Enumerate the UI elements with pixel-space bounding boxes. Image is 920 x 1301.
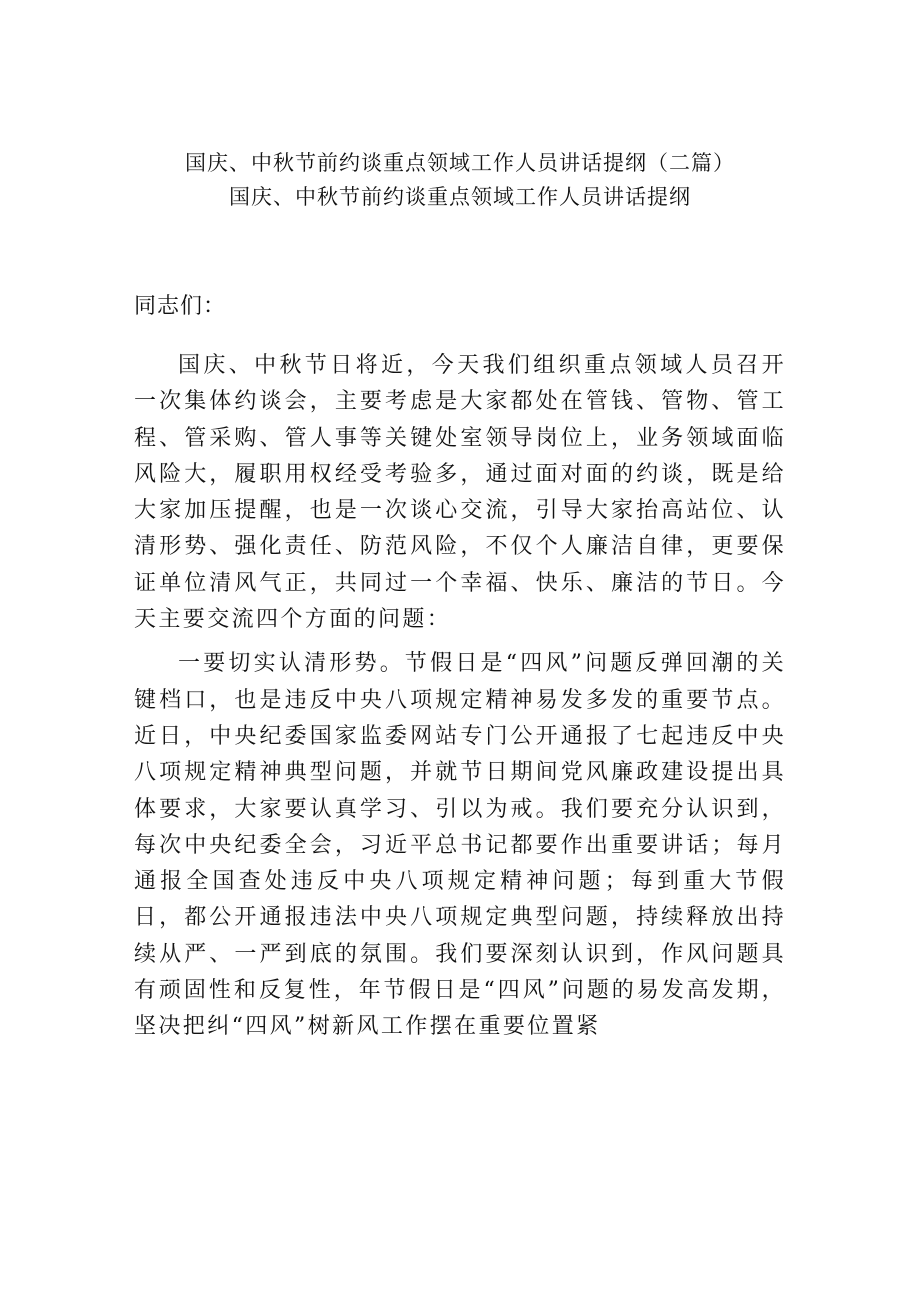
body-text [134,348,786,1054]
salutation: 同志们： [134,294,227,319]
title-line-1: 国庆、中秋节前约谈重点领域工作人员讲话提纲（二篇） [185,151,735,175]
document-title [120,146,800,214]
paragraph-point-one: 一要切实认清形势。节假日是“四风”问题反弹回潮的关键档口，也是违反中央八项规定精神易发多发的重要节点。近日，中央纪委国家监委网站专门公开通报了七起违反中央八项规定精神典型问题，并就节日期间党风廉政建设提出具体要求，大家要认真学习、引以为戒。我们要充分认识到，每次中央纪委全会，习近平总书记都要作出重要讲话；每月通报全国查处违反中央八项规定精神问题；每到重大节假日，都公开通报违法中央八项规定典型问题，持续释放出持续从严、一严到底的氛围。我们要深刻认识到，作风问题具有顽固性和反复性，年节假日是“四风”问题的易发高发期，坚决把纠“四风”树新风工作摆在重要位置紧 [134,651,786,1040]
title-line-2: 国庆、中秋节前约谈重点领域工作人员讲话提纲 [229,185,691,209]
paragraph-intro: 国庆、中秋节日将近，今天我们组织重点领域人员召开一次集体约谈会，主要考虑是大家都处在管钱、管物、管工程、管采购、管人事等关键处室领导岗位上，业务领域面临风险大，履职用权经受考验多，通过面对面的约谈，既是给大家加压提醒，也是一次谈心交流，引导大家抬高站位、认清形势、强化责任、防范风险，不仅个人廉洁自律，更要保证单位清风气正，共同过一个幸福、快乐、廉洁的节日。今天主要交流四个方面的问题： [134,353,786,633]
